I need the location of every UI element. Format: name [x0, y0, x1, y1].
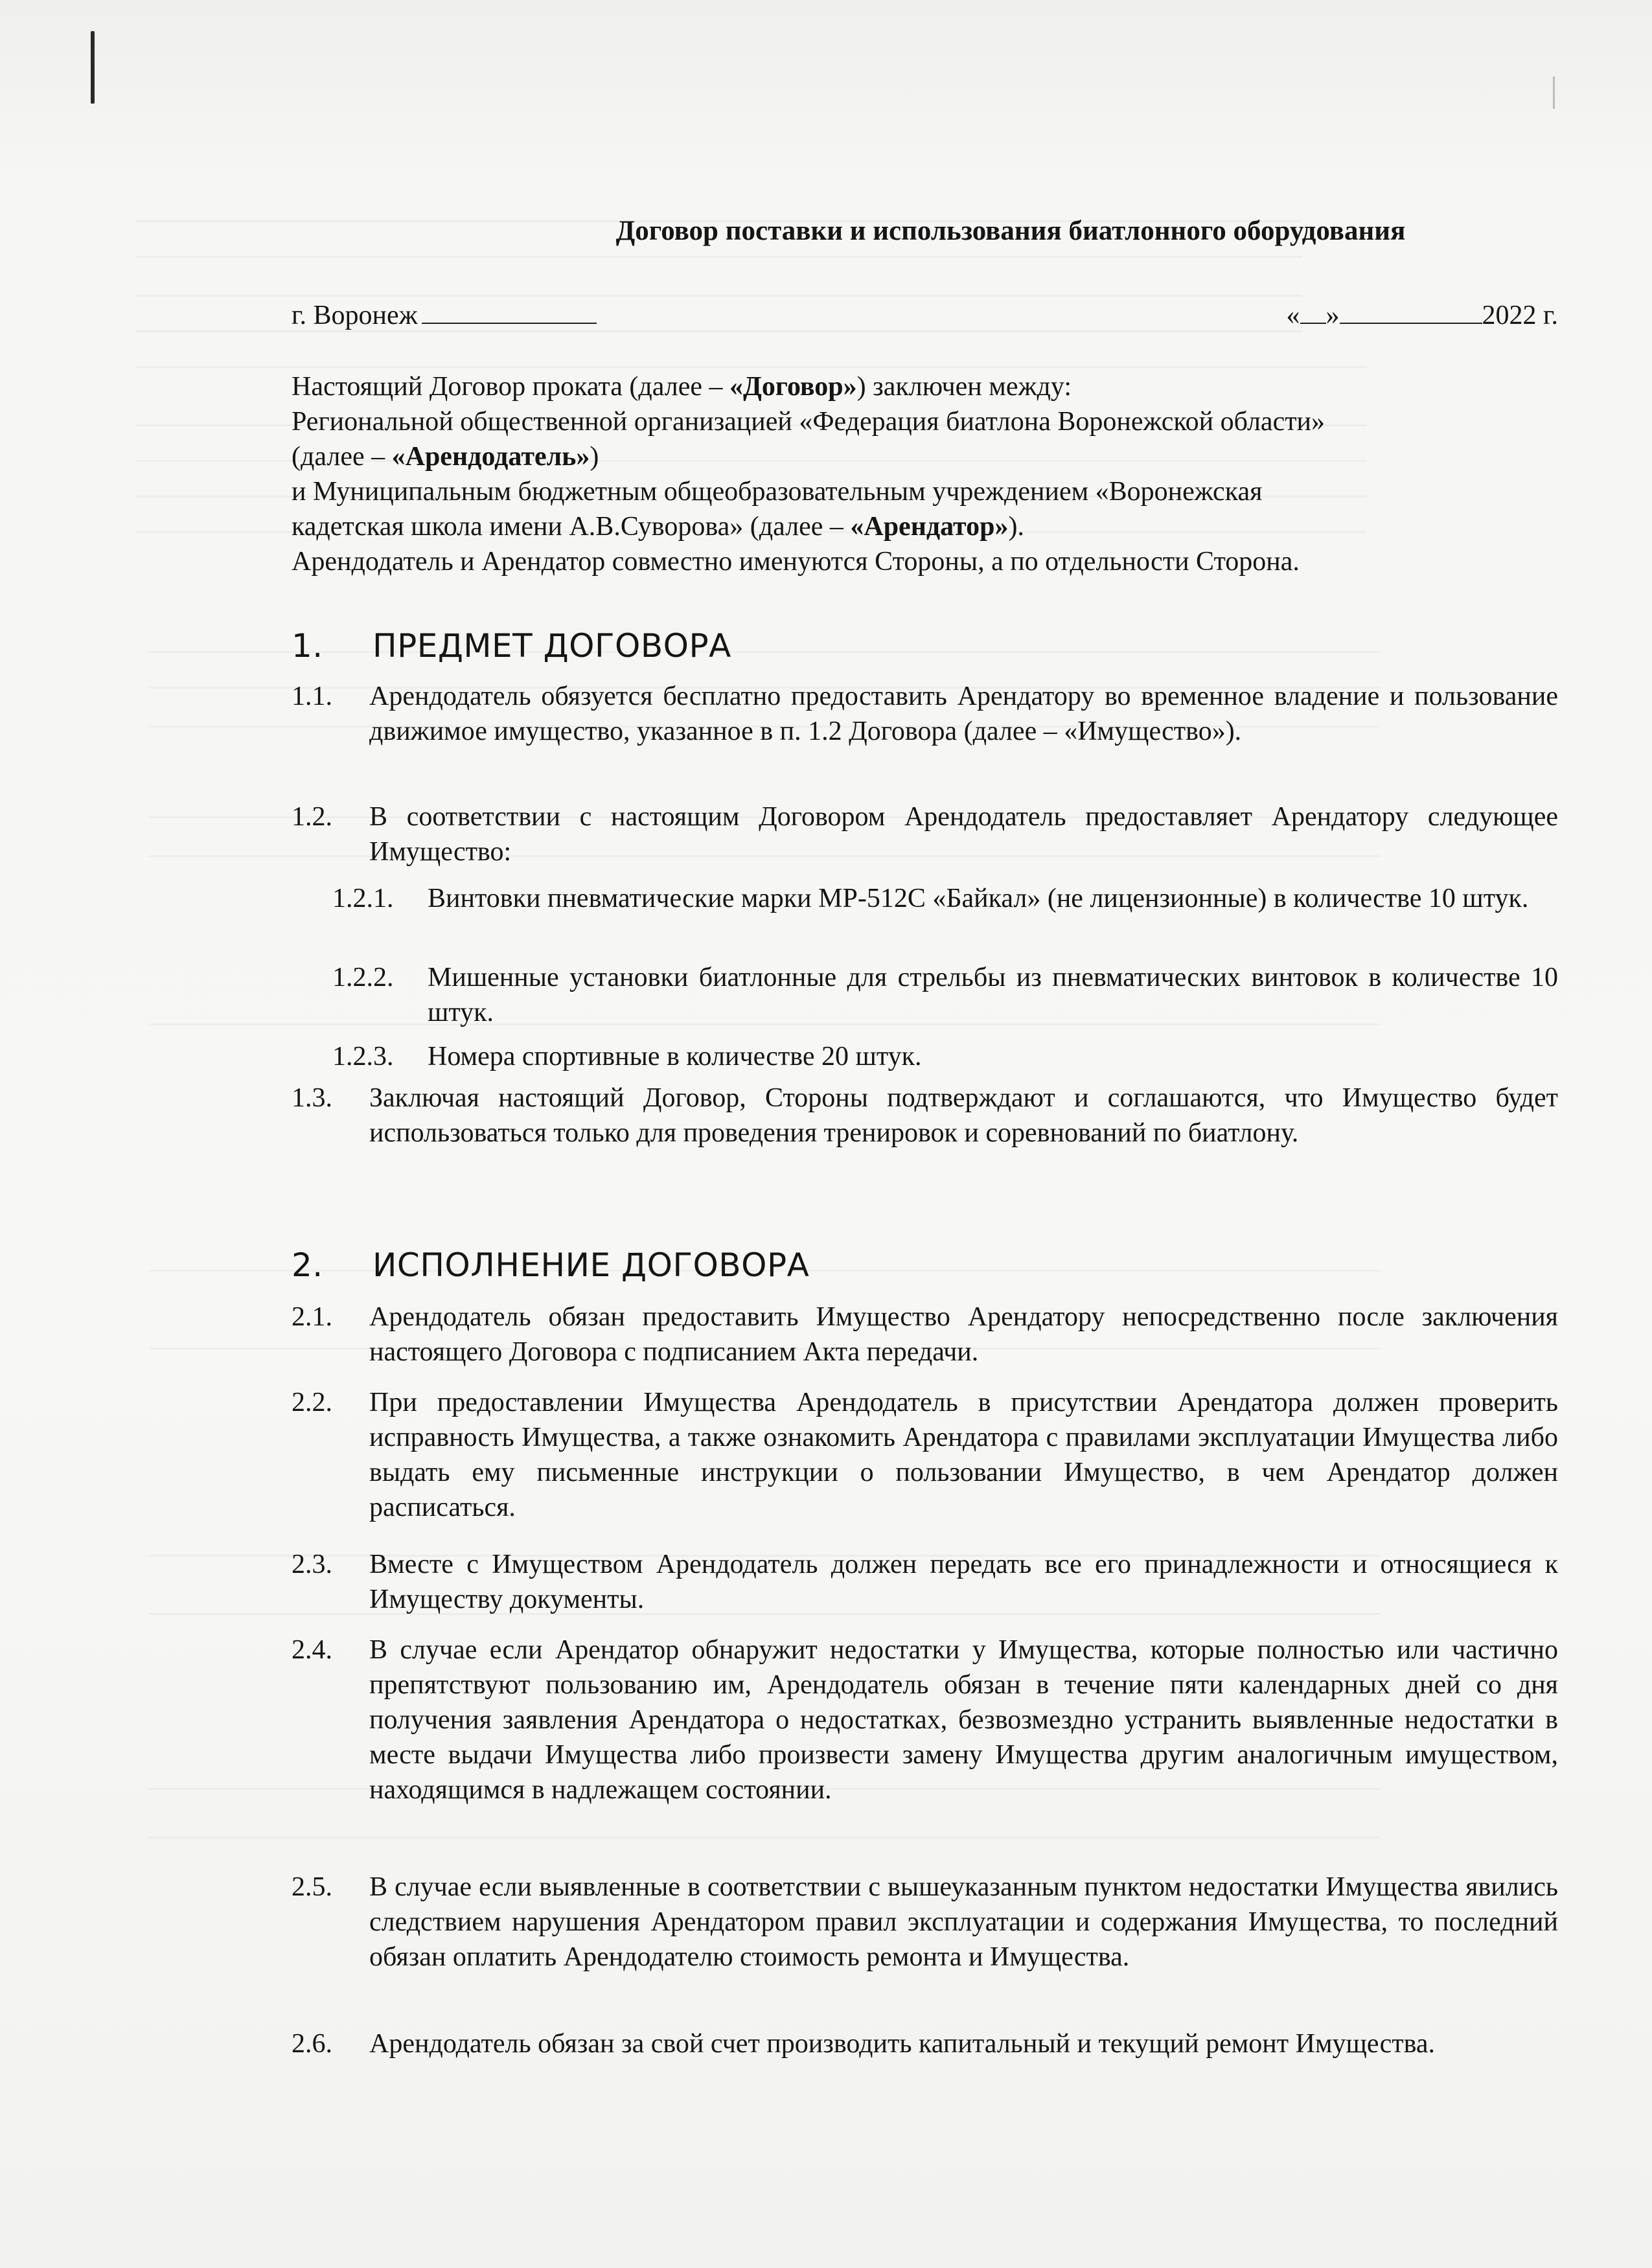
- preamble-line: (далее – «Арендодатель»): [292, 442, 599, 472]
- clause: [292, 799, 1558, 869]
- document-title: Договор поставки и использования биатлонного оборудования: [615, 216, 1406, 246]
- clause-text: Мишенные установки биатлонные для стрельбы из пневматических винтовок в количестве 10 штук.: [428, 963, 1558, 1027]
- preamble-line: и Муниципальным бюджетным общеобразовательным учреждением «Воронежская: [292, 477, 1263, 507]
- scan-edge-mark-right: [1553, 76, 1555, 109]
- clause-text: Арендодатель обязан за свой счет производить капитальный и текущий ремонт Имущества.: [369, 2029, 1435, 2059]
- preamble-line: Настоящий Договор проката (далее – «Договор») заключен между:: [292, 372, 1072, 402]
- clause-text: Арендодатель обязуется бесплатно предоставить Арендатору во временное владение и пользование движимое имущество, указанное в п. 1.2 Договора (далее – «Имущество»).: [369, 682, 1558, 746]
- section-title: ПРЕДМЕТ ДОГОВОРА: [373, 627, 731, 665]
- clause: [292, 679, 1558, 749]
- scan-edge-mark: [91, 31, 95, 104]
- clause-number: 1.2.1.: [332, 884, 394, 913]
- year-label: 2022 г.: [1482, 301, 1558, 330]
- clause-number: 2.6.: [292, 2029, 332, 2059]
- clause: [292, 1385, 1558, 1525]
- preamble: [292, 369, 1558, 579]
- clause: [292, 2026, 1558, 2061]
- preamble-line: Региональной общественной организацией «Федерация биатлона Воронежской области»: [292, 407, 1325, 437]
- clause-text: В соответствии с настоящим Договором Арендодатель предоставляет Арендатору следующее Имущество:: [369, 802, 1558, 867]
- clause-number: 2.4.: [292, 1635, 332, 1665]
- clause: [292, 1081, 1558, 1151]
- place-date-line: [292, 297, 1558, 336]
- section-heading: [292, 628, 731, 663]
- clause: [292, 1300, 1558, 1369]
- clause-text: В случае если выявленные в соответствии с вышеуказанным пунктом недостатки Имущества явились следствием нарушения Арендатором правил эксплуатации и содержания Имущества, то последний обязан оплатить Арендодателю стоимость ремонта и Имущества.: [369, 1872, 1558, 1972]
- clause-number: 1.1.: [292, 682, 332, 711]
- section-heading: [292, 1248, 809, 1283]
- clause-number: 1.3.: [292, 1083, 332, 1113]
- clause-number: 2.1.: [292, 1302, 332, 1332]
- clause: [292, 1632, 1558, 1807]
- date-quote-close: »: [1325, 301, 1340, 330]
- clause: [292, 1870, 1558, 1975]
- subclause: [292, 881, 1558, 916]
- city-field: [292, 297, 597, 333]
- clause-number: 1.2.2.: [332, 963, 394, 992]
- date-quote-open: «: [1286, 301, 1300, 330]
- clause-number: 1.2.: [292, 802, 332, 832]
- clause-number: 2.3.: [292, 1550, 332, 1579]
- clause-number: 1.2.3.: [332, 1042, 394, 1071]
- section-title: ИСПОЛНЕНИЕ ДОГОВОРА: [373, 1246, 810, 1284]
- section-number: 1.: [292, 627, 323, 665]
- clause-number: 2.5.: [292, 1872, 332, 1902]
- preamble-line: Арендодатель и Арендатор совместно именуются Стороны, а по отдельности Сторона.: [292, 547, 1300, 577]
- clause-text: Вместе с Имуществом Арендодатель должен передать все его принадлежности и относящиеся к Имуществу документы.: [369, 1550, 1558, 1614]
- clause-text: Заключая настоящий Договор, Стороны подтверждают и соглашаются, что Имущество будет использоваться только для проведения тренировок и соревнований по биатлону.: [369, 1083, 1558, 1148]
- clause-number: 2.2.: [292, 1388, 332, 1417]
- city-blank-line: [422, 297, 597, 324]
- clause-text: В случае если Арендатор обнаружит недостатки у Имущества, которые полностью или частично препятствуют пользованию им, Арендодатель обязан в течение пяти календарных дней со дня получения заявления Арендатора о недостатках, безвозмездно устранить выявленные недостатки в месте выдачи Имущества либо произвести замену Имущества другим аналогичным имуществом, находящимся в надлежащем состоянии.: [369, 1635, 1558, 1805]
- subclause: [292, 1039, 1558, 1074]
- clause-text: Винтовки пневматические марки МР-512С «Байкал» (не лицензионные) в количестве 10 штук.: [428, 884, 1529, 913]
- clause-text: При предоставлении Имущества Арендодатель в присутствии Арендатора должен проверить исправность Имущества, а также ознакомить Арендатора с правилами эксплуатации Имущества либо выдать ему письменные инструкции о пользовании Имущество, в чем Арендатор должен расписаться.: [369, 1388, 1558, 1522]
- clause-text: Номера спортивные в количестве 20 штук.: [428, 1042, 922, 1071]
- preamble-line: кадетская школа имени А.В.Суворова» (далее – «Арендатор»).: [292, 512, 1024, 542]
- clause-text: Арендодатель обязан предоставить Имущество Арендатору непосредственно после заключения настоящего Договора с подписанием Акта передачи.: [369, 1302, 1558, 1367]
- city-label: г. Воронеж: [292, 301, 418, 330]
- date-field: [1287, 297, 1559, 333]
- section-number: 2.: [292, 1246, 323, 1284]
- subclause: [292, 960, 1558, 1030]
- clause: [292, 1547, 1558, 1617]
- month-blank-line: [1340, 297, 1482, 324]
- day-blank-line: [1300, 297, 1326, 324]
